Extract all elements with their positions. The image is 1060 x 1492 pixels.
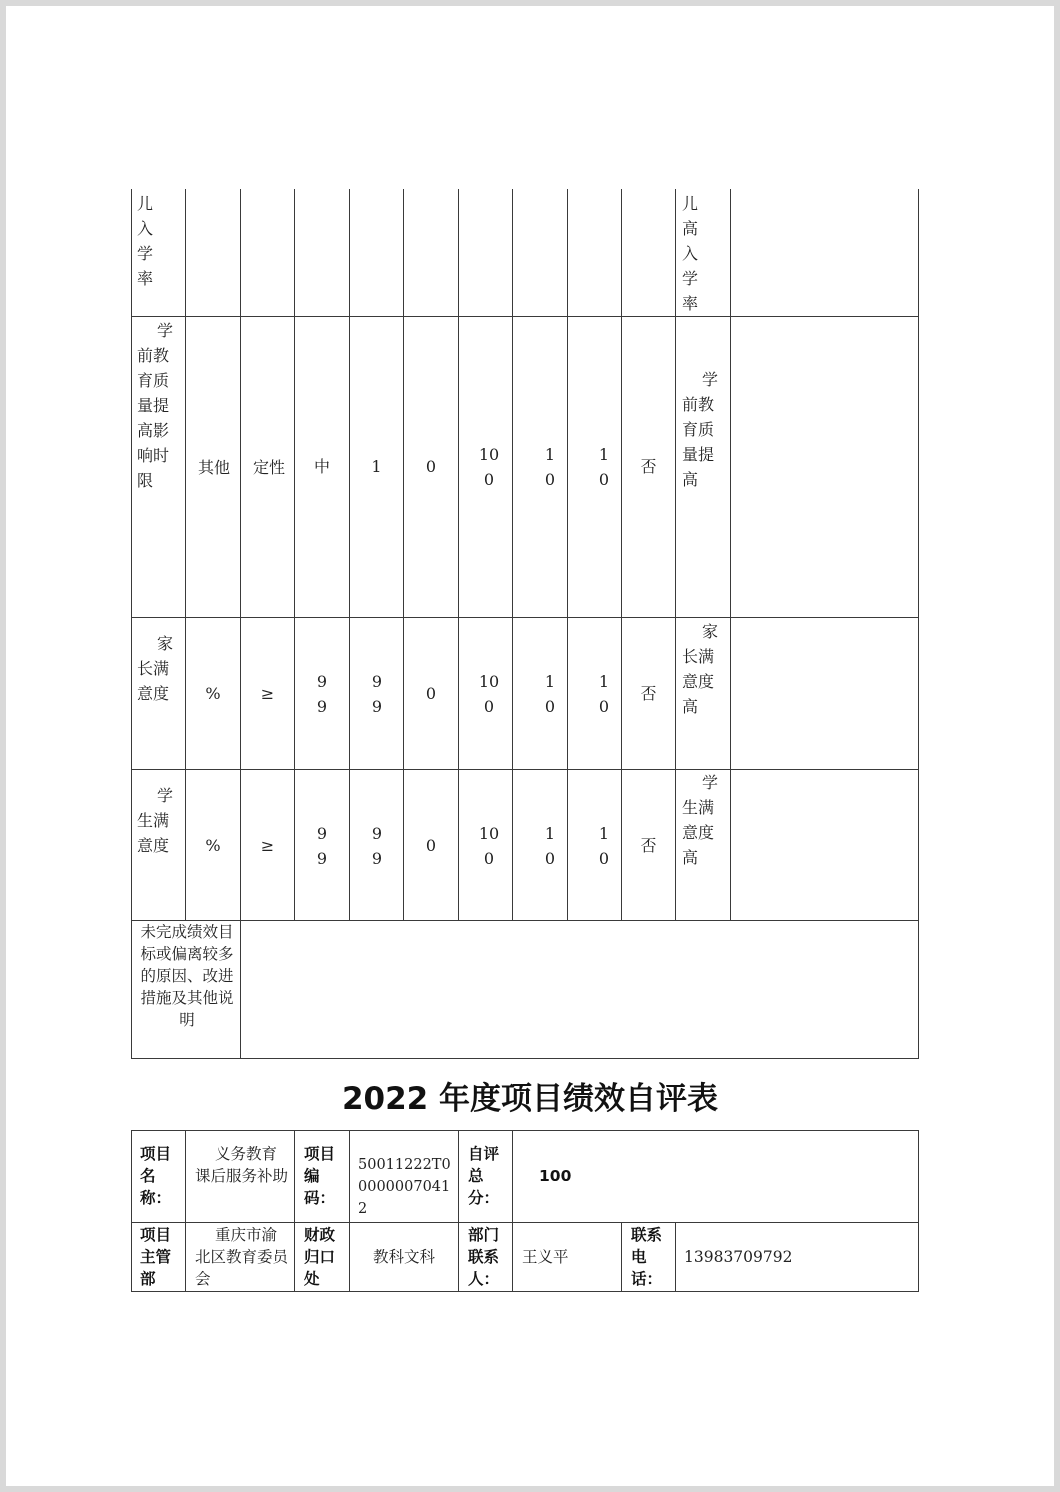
project-name-value: 义务教育课后服务补助 xyxy=(195,1145,289,1185)
project-code-value: 50011222T00000007041 2 xyxy=(358,1157,451,1217)
score-cell: 10 xyxy=(544,824,556,868)
contact-value: 王义平 xyxy=(522,1248,569,1266)
unit-cell: % xyxy=(205,684,221,703)
score-value: 100 xyxy=(539,1167,572,1185)
flag-cell: 否 xyxy=(640,836,657,855)
indicator-cell: 学前教育质量提高影响时限 xyxy=(137,321,174,490)
department-value: 重庆市渝北区教育委员会 xyxy=(195,1226,289,1288)
indicator-cell: 学生满意度 xyxy=(137,786,174,855)
value-cell: 家长满意度高 xyxy=(682,622,719,716)
finance-office-value: 教科文科 xyxy=(372,1248,435,1266)
value-cell: 学前教育质量提高 xyxy=(682,370,719,489)
remark-label: 未完成绩效目标或偏离较多的原因、改进措施及其他说明 xyxy=(140,923,234,1029)
value-cell: 儿高入学率 xyxy=(682,194,699,313)
contact-label: 部门联系人： xyxy=(468,1226,500,1288)
finance-office-label: 财政归口处 xyxy=(304,1226,336,1288)
score-cell: 10 xyxy=(598,824,610,868)
phone-value: 13983709792 xyxy=(684,1248,793,1266)
flag-cell: 否 xyxy=(640,684,657,703)
project-code-label: 项目编码： xyxy=(304,1145,336,1207)
actual-cell: 1 xyxy=(371,457,382,476)
type-cell: ≥ xyxy=(260,836,275,855)
deviation-cell: 0 xyxy=(425,836,437,855)
performance-indicator-table xyxy=(6,6,1054,1066)
score-cell: 10 xyxy=(544,445,556,489)
unit-cell: 其他 xyxy=(197,457,230,477)
project-name-label: 项目名称： xyxy=(140,1145,172,1207)
score-cell: 100 xyxy=(478,824,500,868)
target-cell: 99 xyxy=(316,824,328,868)
indicator-cell: 家长满意度 xyxy=(137,634,174,703)
phone-label: 联系电话： xyxy=(631,1226,663,1288)
document-page xyxy=(6,6,1054,1486)
target-cell: 中 xyxy=(313,457,330,476)
form-title: 2022 年度项目绩效自评表 xyxy=(341,1081,719,1117)
score-cell: 10 xyxy=(598,445,610,489)
value-cell: 学生满意度高 xyxy=(682,773,719,867)
score-cell: 10 xyxy=(598,672,610,716)
score-cell: 100 xyxy=(478,672,500,716)
department-label: 项目主管部 xyxy=(140,1226,172,1288)
deviation-cell: 0 xyxy=(425,684,437,703)
unit-cell: % xyxy=(205,836,221,855)
indicator-cell: 儿入学率 xyxy=(137,194,154,288)
score-label: 自评总分： xyxy=(468,1145,500,1207)
score-cell: 10 xyxy=(544,672,556,716)
score-cell: 100 xyxy=(478,445,500,489)
deviation-cell: 0 xyxy=(425,457,437,476)
project-info-table xyxy=(6,1106,1054,1306)
type-cell: ≥ xyxy=(260,684,275,703)
flag-cell: 否 xyxy=(640,457,657,476)
type-cell: 定性 xyxy=(252,457,285,477)
actual-cell: 99 xyxy=(371,672,383,716)
actual-cell: 99 xyxy=(371,824,383,868)
target-cell: 99 xyxy=(316,672,328,716)
